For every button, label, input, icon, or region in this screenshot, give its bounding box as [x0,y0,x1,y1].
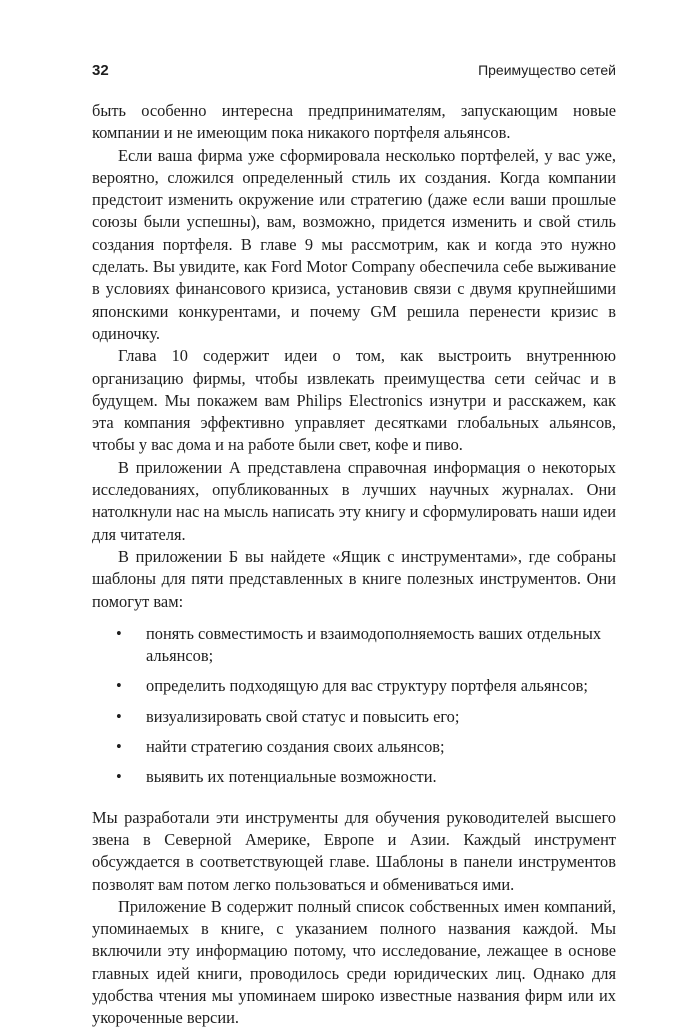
list-item [92,736,616,758]
list-item [92,675,616,697]
list-item-text: визуализировать свой статус и повысить его; [146,706,460,726]
paragraph: Мы разработали эти инструменты для обучения руководителей высшего звена в Северной Америке, Европе и Азии. Каждый инструмент обсуждается в соответствующей главе. Шаблоны в панели инструментов позволят вам потом легко пользоваться и обмениваться ими. [92,807,616,894]
paragraph: Приложение В содержит полный список собственных имен компаний, упоминаемых в книге, с указанием полного названия каждой. Мы включили эту информацию потому, что исследование, лежащее в основе главных идей книги, проводилось среди юридических лиц. Однако для удобства чтения мы упоминаем широко известные названия фирм или их укороченные версии. [92,896,616,1028]
list-item-text: найти стратегию создания своих альянсов; [146,737,445,757]
paragraph: Если ваша фирма уже сформировала несколько портфелей, у вас уже, вероятно, сложился определенный стиль их создания. Когда компании предстоит изменить окружение или стратегию (даже если ваши прошлые союзы были успешны), вам, возможно, придется изменить и свой стиль создания портфеля. В главе 9 мы рассмотрим, как и когда это нужно сделать. Вы увидите, как Ford Motor Company обеспечила себе выживание в условиях финансового кризиса, установив связи с двумя крупнейшими японскими конкурентами, и почему GM решила перенести кризис в одиночку. [92,145,616,343]
paragraph: В приложении Б вы найдете «Ящик с инструментами», где собраны шаблоны для пяти представленных в книге полезных инструментов. Они помогут вам: [92,546,616,611]
page-header [92,62,616,84]
paragraph: Глава 10 содержит идеи о том, как выстроить внутреннюю организацию фирмы, чтобы извлекать преимущества сети сейчас и в будущем. Мы покажем вам Philips Electronics изнутри и расскажем, как эта компания эффективно управляет десятками глобальных альянсов, чтобы у вас дома и на работе были свет, кофе и пиво. [92,346,616,455]
page-number: 32 [92,62,109,79]
list-item [92,766,616,788]
paragraph: В приложении А представлена справочная информация о некоторых исследованиях, опубликованных в лучших научных журналах. Они натолкнули нас на мысль написать эту книгу и сформулировать наши идеи для читателя. [92,457,616,544]
bullet-icon: • [116,623,122,643]
list-item [92,623,616,668]
bullet-icon: • [116,737,122,757]
tool-list [92,623,616,789]
body-text [92,100,616,1030]
bullet-icon: • [116,706,122,726]
list-item-text: определить подходящую для вас структуру портфеля альянсов; [146,676,588,696]
paragraph: быть особенно интересна предпринимателям, запускающим новые компании и не имеющим пока никакого портфеля альянсов. [92,101,616,143]
list-item-text: выявить их потенциальные возможности. [146,767,437,787]
list-item-text: понять совместимость и взаимодополняемость ваших отдельных альянсов; [146,623,602,666]
list-item [92,706,616,728]
running-title: Преимущество сетей [478,62,616,78]
bullet-icon: • [116,676,122,696]
bullet-icon: • [116,767,122,787]
